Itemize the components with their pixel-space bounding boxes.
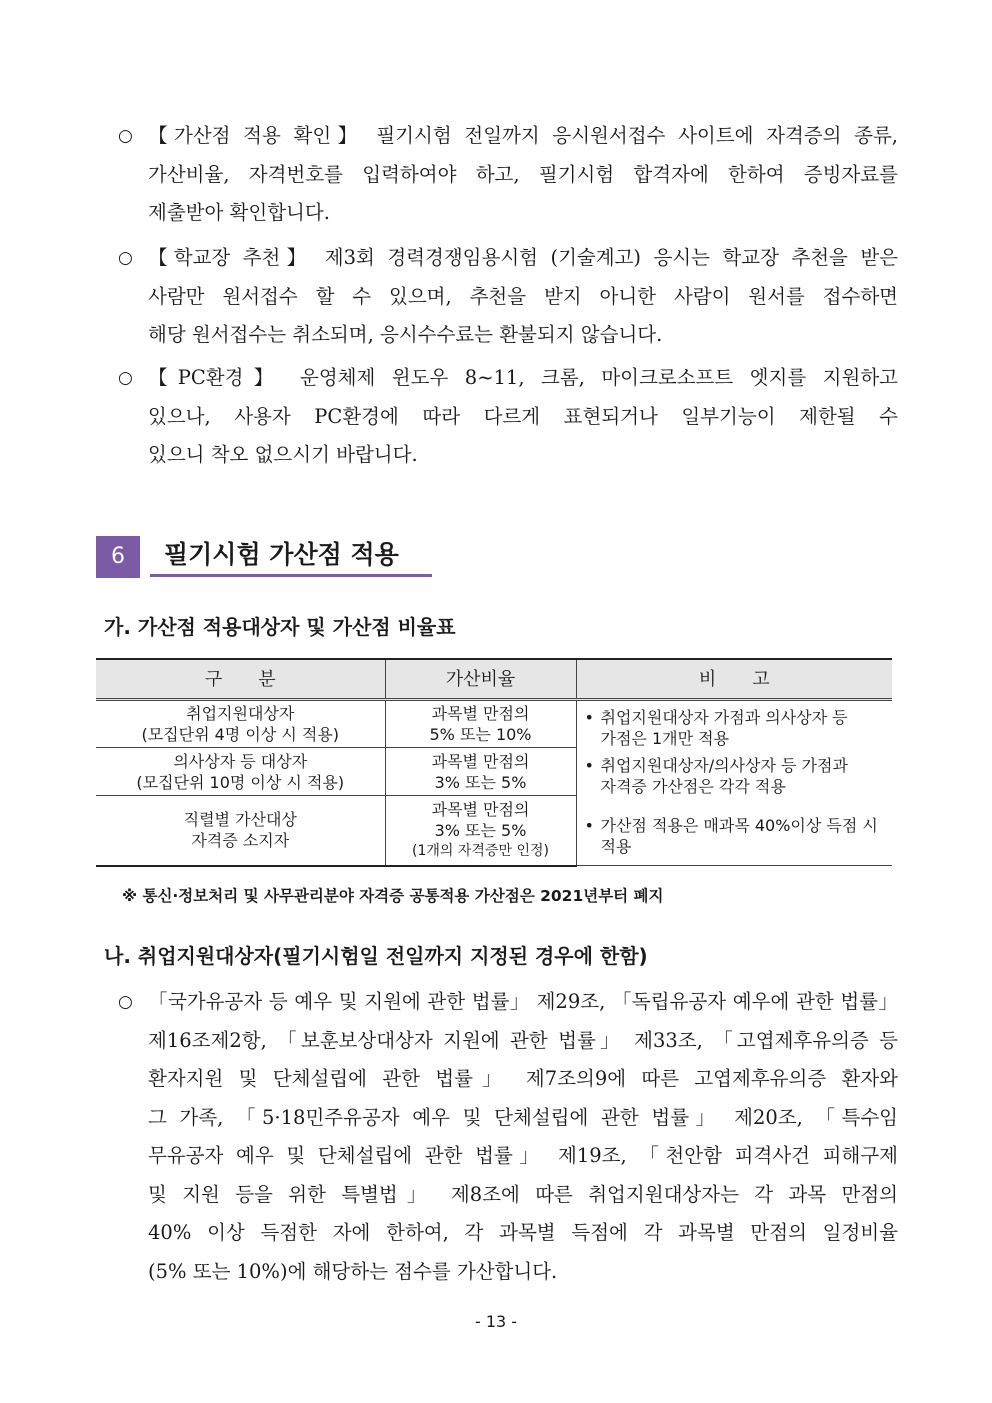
remark-line: 취업지원대상자/의사상자 등 가점과: [600, 756, 848, 775]
cell-category: [96, 748, 385, 796]
table-row: [96, 700, 892, 748]
remark-line: 가산점 적용은 매과목 40%이상 득점 시: [600, 816, 878, 835]
remark-item: [585, 707, 887, 749]
text-line: 그 가족, 「5·18민주유공자 예우 및 단체설립에 관한 법률」 제20조, 「특수임: [148, 1105, 898, 1129]
bullet-dot: •: [584, 816, 594, 835]
text-line: 환자지원 및 단체설립에 관한 법률」 제7조의9에 따른 고엽제후유의증 환자와: [148, 1067, 898, 1090]
text-line: 【학교장 추천】 제3회 경력경쟁임용시험 (기술계고) 응시는 학교장 추천을 받은: [148, 246, 898, 269]
text-line: 무유공자 예우 및 단체설립에 관한 법률」 제19조, 「천안함 피격사건 피해구제: [148, 1144, 898, 1167]
cell-line: 과목별 만점의: [431, 799, 530, 819]
bullet-dot: •: [584, 708, 594, 727]
bullet-mark: ○: [118, 126, 133, 146]
text-line: 가산비율, 자격번호를 입력하여야 하고, 필기시험 합격자에 한하여 증빙자료를: [148, 162, 898, 186]
text-line: 40% 이상 득점한 자에 한하여, 각 과목별 득점에 각 과목별 만점의 일정비율: [148, 1221, 898, 1244]
text-line: 제출받아 확인합니다.: [148, 201, 330, 224]
text-line: 해당 원서접수는 취소되며, 응시수수료는 환불되지 않습니다.: [148, 323, 663, 346]
cell-rate: [385, 748, 576, 796]
bullet-mark: ○: [118, 368, 133, 388]
bonus-rate-table: [96, 658, 892, 867]
bullet-mark: ○: [118, 992, 133, 1012]
subheading-b: 나. 취업지원대상자(필기시험일 전일까지 지정된 경우에 한함): [104, 944, 648, 968]
cell-line: (1개의 자격증만 인정): [412, 842, 549, 859]
remark-line: 가점은 1개만 적용: [600, 729, 730, 748]
cell-line: 과목별 만점의: [431, 751, 530, 771]
text-line: 제16조제2항, 「보훈보상대상자 지원에 관한 법률」 제33조, 「고엽제후유의증 등: [148, 1028, 898, 1052]
text-line: (5% 또는 10%)에 해당하는 점수를 가산합니다.: [148, 1259, 558, 1283]
cell-line: 5% 또는 10%: [429, 725, 532, 744]
header-rate: 가산비율: [385, 659, 576, 700]
cell-line: (모집단위 10명 이상 시 적용): [136, 772, 345, 792]
header-remarks: 비 고: [576, 659, 892, 700]
text-line: 【PC환경】 운영체제 윈도우 8~11, 크롬, 마이크로소프트 엣지를 지원하고: [148, 366, 898, 389]
table-header-row: [96, 659, 892, 700]
bullet-principal-recommendation: [118, 239, 898, 355]
header-category: 구 분: [96, 659, 385, 700]
bullet-gasanjeom-confirm: [118, 117, 898, 233]
page-number: - 13 -: [474, 1312, 518, 1331]
text-line: 사람만 원서접수 할 수 있으며, 추천을 받지 아니한 사람이 원서를 접수하면: [148, 284, 898, 308]
remark-item: [585, 755, 887, 797]
section-number-badge: 6: [96, 536, 140, 578]
bullet-pc-environment: [118, 359, 898, 475]
subheading-a: 가. 가산점 적용대상자 및 가산점 비율표: [104, 615, 456, 639]
cell-category: [96, 700, 385, 748]
cell-line: (모집단위 4명 이상 시 적용): [141, 725, 340, 744]
cell-category: [96, 796, 385, 866]
cell-line: 취업지원대상자: [186, 704, 295, 723]
bullet-dot: •: [584, 756, 594, 775]
table-footnote: ※ 통신·정보처리 및 사무관리분야 자격증 공통적용 가산점은 2021년부터 폐지: [122, 887, 664, 905]
cell-rate: [385, 700, 576, 748]
remark-line: 적용: [600, 837, 632, 856]
remark-item: [585, 815, 887, 857]
cell-line: 직렬별 가산대상: [183, 810, 297, 830]
bullet-employment-support: [118, 983, 898, 1291]
text-line: 있으니 착오 없으시기 바랍니다.: [148, 443, 418, 466]
cell-remarks: [576, 700, 892, 866]
text-line: 있으나, 사용자 PC환경에 따라 다르게 표현되거나 일부기능이 제한될 수: [148, 404, 898, 428]
text-line: 및 지원 등을 위한 특별법」 제8조에 따른 취업지원대상자는 각 과목 만점의: [148, 1182, 898, 1206]
bullet-mark: ○: [118, 248, 133, 268]
cell-rate: [385, 796, 576, 866]
cell-line: 과목별 만점의: [431, 704, 530, 723]
cell-line: 자격증 소지자: [191, 831, 290, 851]
remark-line: 취업지원대상자 가점과 의사상자 등: [600, 708, 848, 727]
text-line: 「국가유공자 등 예우 및 지원에 관한 법률」 제29조, 「독립유공자 예우에 관한 법률」: [148, 990, 898, 1013]
cell-line: 3% 또는 5%: [434, 820, 527, 840]
section-title: 필기시험 가산점 적용: [150, 533, 432, 577]
text-line: 【가산점 적용 확인】 필기시험 전일까지 응시원서접수 사이트에 자격증의 종류,: [148, 124, 898, 147]
cell-line: 3% 또는 5%: [434, 772, 527, 792]
remark-line: 자격증 가산점은 각각 적용: [600, 777, 786, 796]
cell-line: 의사상자 등 대상자: [173, 751, 308, 771]
